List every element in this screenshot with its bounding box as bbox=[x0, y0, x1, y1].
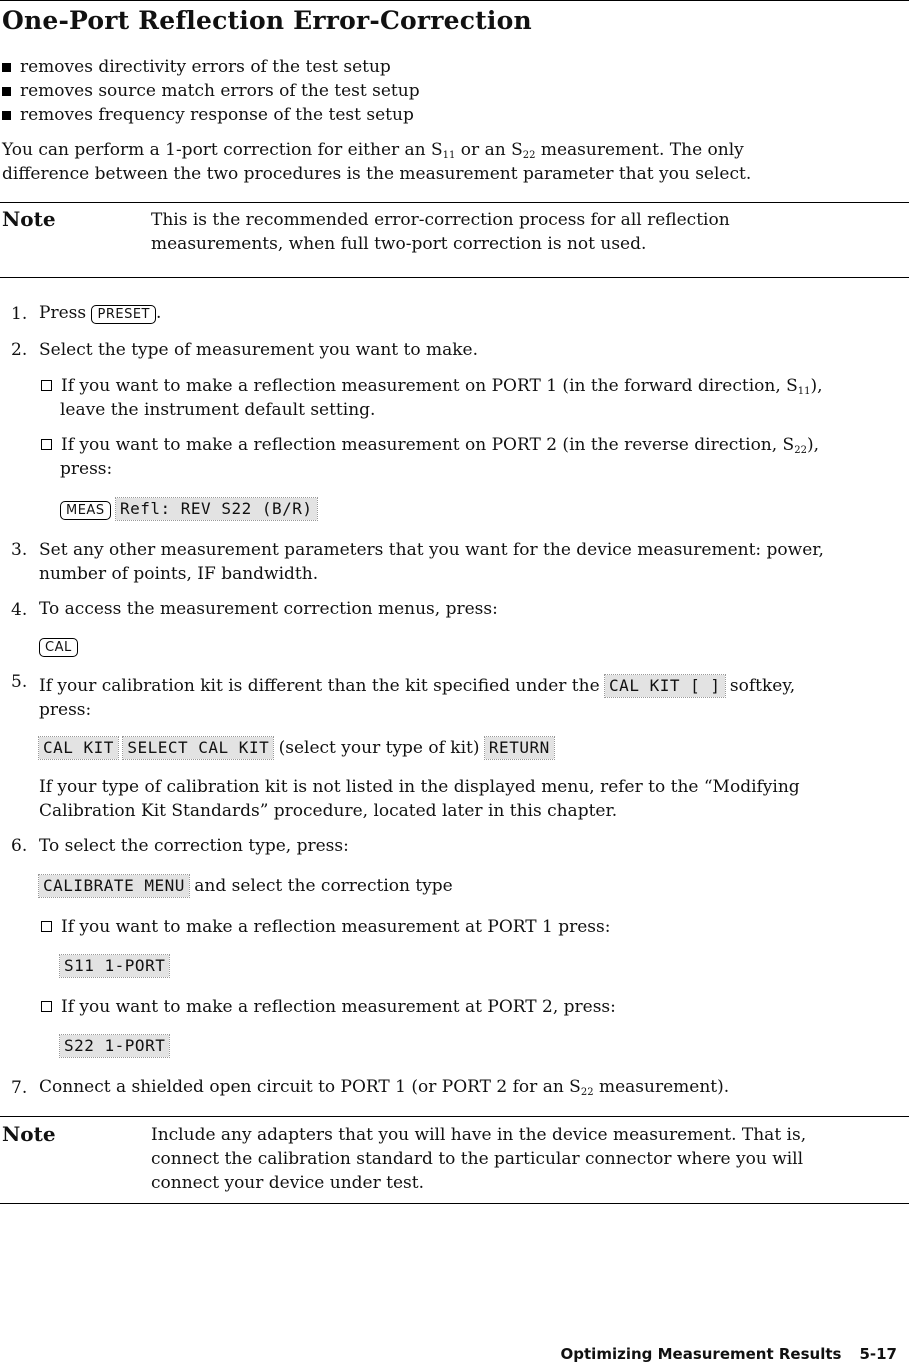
option-reverse-line2: press: bbox=[60, 459, 113, 479]
divider bbox=[0, 1203, 909, 1204]
note-text: This is the recommended error-correction process for all reflection measurements, when full two-port correction is not used. bbox=[151, 210, 730, 254]
s22-1-port-softkey[interactable]: S22 1-PORT bbox=[60, 1035, 169, 1057]
checkbox-icon bbox=[41, 921, 52, 932]
return-softkey[interactable]: RETURN bbox=[485, 737, 554, 759]
step-3: Set any other measurement parameters that you want for the device measurement: power, number of points, IF bandwidth. bbox=[39, 540, 824, 584]
benefit-list bbox=[2, 55, 420, 127]
step-7: Connect a shielded open circuit to PORT 1 (or PORT 2 for an $S_{22}$ measurement). bbox=[39, 1077, 730, 1098]
step-number: 6. bbox=[11, 836, 28, 856]
note-text: Include any adapters that you will have in the device measurement. That is, connect the calibration standard to the particular connector where you will connect your device under test. bbox=[151, 1125, 807, 1193]
s11-1-port-softkey[interactable]: S11 1-PORT bbox=[60, 955, 169, 977]
checkbox-icon bbox=[41, 1001, 52, 1012]
step-number: 3. bbox=[11, 540, 28, 560]
note-label: Note bbox=[2, 207, 56, 231]
option-reverse: If you want to make a reflection measurement on PORT 2 (in the reverse direction, $S_{22}$), bbox=[41, 433, 819, 457]
step-5-paragraph: If your type of calibration kit is not listed in the displayed menu, refer to the “Modifying Calibration Kit Standards” procedure, located later in this chapter. bbox=[39, 777, 800, 821]
step-4: To access the measurement correction menus, press: bbox=[39, 599, 498, 619]
top-rule bbox=[0, 0, 909, 1]
step-number: 5. bbox=[11, 672, 28, 692]
select-cal-kit-softkey[interactable]: SELECT CAL KIT bbox=[123, 737, 273, 759]
step-2: Select the type of measurement you want to make. bbox=[39, 340, 479, 360]
cal-kit-menu-softkey[interactable]: CAL KIT bbox=[39, 737, 118, 759]
divider bbox=[0, 277, 909, 278]
refl-rev-s22-softkey[interactable]: Refl: REV S22 (B/R) bbox=[116, 498, 317, 520]
bullet-square-icon bbox=[2, 111, 11, 120]
step-number: 4. bbox=[11, 600, 28, 620]
footer-page-number: 5-17 bbox=[859, 1345, 897, 1363]
checkbox-icon bbox=[41, 439, 52, 450]
footer-section-title: Optimizing Measurement Results bbox=[560, 1345, 842, 1363]
divider bbox=[0, 202, 909, 203]
key-sequence-meas bbox=[60, 497, 317, 521]
cal-kit-softkey[interactable]: CAL KIT [ ] bbox=[605, 675, 724, 697]
key-sequence-s22 bbox=[60, 1034, 169, 1058]
key-sequence-calibrate: CALIBRATE MENU and select the correction type bbox=[39, 874, 453, 898]
option-port1: If you want to make a reflection measurement at PORT 1 press: bbox=[41, 915, 610, 939]
list-item: removes directivity errors of the test setup bbox=[2, 55, 420, 79]
option-port2: If you want to make a reflection measurement at PORT 2, press: bbox=[41, 995, 616, 1019]
list-item: removes source match errors of the test setup bbox=[2, 79, 420, 103]
cal-key[interactable]: CAL bbox=[39, 638, 78, 657]
meas-key[interactable]: MEAS bbox=[60, 501, 111, 520]
step-5: If your calibration kit is different than the kit specified under the CAL KIT [ ] softkey, press: bbox=[39, 676, 796, 720]
step-6: To select the correction type, press: bbox=[39, 836, 349, 856]
option-forward: If you want to make a reflection measurement on PORT 1 (in the forward direction, $S_{11}$), bbox=[41, 374, 823, 398]
key-sequence-s11 bbox=[60, 954, 169, 978]
preset-key[interactable]: PRESET bbox=[91, 305, 156, 324]
step-number: 7. bbox=[11, 1078, 28, 1098]
page-title: One-Port Reflection Error-Correction bbox=[2, 6, 532, 35]
step-number: 2. bbox=[11, 340, 28, 360]
step-1: Press PRESET . bbox=[39, 303, 162, 323]
list-item: removes frequency response of the test setup bbox=[2, 103, 420, 127]
step-number: 1. bbox=[11, 304, 28, 324]
bullet-square-icon bbox=[2, 87, 11, 96]
bullet-square-icon bbox=[2, 63, 11, 72]
divider bbox=[0, 1116, 909, 1117]
option-forward-line2: leave the instrument default setting. bbox=[60, 400, 376, 420]
page-footer bbox=[543, 1345, 897, 1363]
note-label: Note bbox=[2, 1122, 56, 1146]
key-sequence-calkit: CAL KIT SELECT CAL KIT (select your type of kit) RETURN bbox=[39, 736, 554, 760]
checkbox-icon bbox=[41, 380, 52, 391]
calibrate-menu-softkey[interactable]: CALIBRATE MENU bbox=[39, 875, 189, 897]
intro-paragraph: You can perform a 1-port correction for either an $S_{11}$ or an $S_{22}$ measurement. The only difference between the two procedures is the measurement parameter that you select. bbox=[2, 140, 752, 184]
key-sequence-cal bbox=[39, 634, 78, 658]
